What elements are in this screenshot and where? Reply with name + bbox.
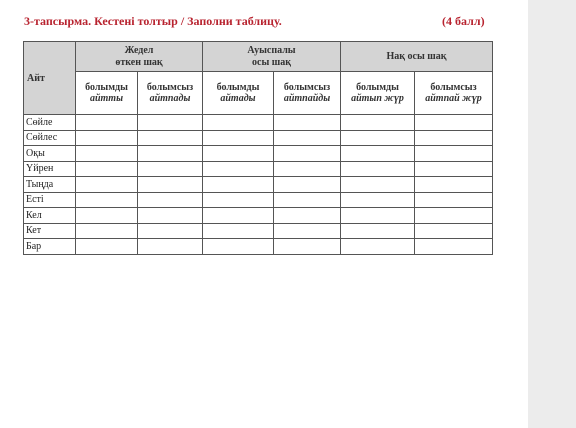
table-row xyxy=(24,161,493,177)
subheader-example: айтты xyxy=(89,93,124,104)
task-points: (4 балл) xyxy=(442,14,485,28)
answer-cell[interactable] xyxy=(341,177,415,193)
answer-cell[interactable] xyxy=(274,146,341,162)
answer-cell[interactable] xyxy=(274,177,341,193)
answer-cell[interactable] xyxy=(138,161,203,177)
answer-cell[interactable] xyxy=(415,177,493,193)
subheader-word: болымсыз xyxy=(146,82,194,93)
right-side-panel xyxy=(528,0,576,428)
table-row xyxy=(24,192,493,208)
answer-cell[interactable] xyxy=(76,115,138,131)
answer-cell[interactable] xyxy=(138,239,203,255)
subheader-row xyxy=(24,72,493,115)
answer-cell[interactable] xyxy=(274,115,341,131)
subheader-word: болымсыз xyxy=(430,82,477,93)
group-header-line2: осы шақ xyxy=(252,56,291,68)
answer-cell[interactable] xyxy=(415,146,493,162)
answer-cell[interactable] xyxy=(341,161,415,177)
answer-cell[interactable] xyxy=(138,130,203,146)
table-row xyxy=(24,239,493,255)
conjugation-table xyxy=(23,41,493,255)
subheader-cell xyxy=(203,72,274,115)
subheader-word: болымды xyxy=(216,82,260,93)
answer-cell[interactable] xyxy=(76,208,138,224)
subheader-cell xyxy=(274,72,341,115)
answer-cell[interactable] xyxy=(203,192,274,208)
answer-cell[interactable] xyxy=(203,161,274,177)
answer-cell[interactable] xyxy=(274,192,341,208)
answer-cell[interactable] xyxy=(203,115,274,131)
answer-cell[interactable] xyxy=(415,161,493,177)
answer-cell[interactable] xyxy=(274,223,341,239)
verb-cell: Кел xyxy=(24,208,76,224)
group-header-present-continuous xyxy=(341,42,493,72)
verb-cell: Тыңда xyxy=(24,177,76,193)
group-header-past xyxy=(76,42,203,72)
answer-cell[interactable] xyxy=(415,130,493,146)
subheader-example: айтпай жүр xyxy=(425,93,482,104)
table-body xyxy=(24,115,493,255)
answer-cell[interactable] xyxy=(76,223,138,239)
answer-cell[interactable] xyxy=(76,192,138,208)
subheader-example: айтады xyxy=(220,93,256,104)
subheader-example: айтпайды xyxy=(283,93,331,104)
answer-cell[interactable] xyxy=(138,146,203,162)
answer-cell[interactable] xyxy=(203,130,274,146)
answer-cell[interactable] xyxy=(341,146,415,162)
answer-cell[interactable] xyxy=(76,239,138,255)
answer-cell[interactable] xyxy=(76,130,138,146)
table-row xyxy=(24,208,493,224)
answer-cell[interactable] xyxy=(341,115,415,131)
subheader-cell xyxy=(415,72,493,115)
answer-cell[interactable] xyxy=(76,146,138,162)
answer-cell[interactable] xyxy=(76,161,138,177)
answer-cell[interactable] xyxy=(415,115,493,131)
subheader-cell xyxy=(341,72,415,115)
verb-cell: Сөйле xyxy=(24,115,76,131)
answer-cell[interactable] xyxy=(138,192,203,208)
subheader-cell xyxy=(76,72,138,115)
group-header-line1: Жедел xyxy=(124,44,154,56)
answer-cell[interactable] xyxy=(341,192,415,208)
answer-cell[interactable] xyxy=(138,223,203,239)
answer-cell[interactable] xyxy=(138,115,203,131)
answer-cell[interactable] xyxy=(274,161,341,177)
answer-cell[interactable] xyxy=(203,208,274,224)
answer-cell[interactable] xyxy=(203,223,274,239)
table-row xyxy=(24,223,493,239)
answer-cell[interactable] xyxy=(415,208,493,224)
answer-cell[interactable] xyxy=(274,208,341,224)
subheader-example: айтпады xyxy=(149,93,191,104)
table-row xyxy=(24,146,493,162)
answer-cell[interactable] xyxy=(341,223,415,239)
answer-cell[interactable] xyxy=(138,177,203,193)
group-header-present-future xyxy=(203,42,341,72)
answer-cell[interactable] xyxy=(341,239,415,255)
answer-cell[interactable] xyxy=(203,177,274,193)
group-header-line1: Ауыспалы xyxy=(247,44,296,56)
verb-cell: Оқы xyxy=(24,146,76,162)
answer-cell[interactable] xyxy=(415,223,493,239)
answer-cell[interactable] xyxy=(341,208,415,224)
answer-cell[interactable] xyxy=(203,239,274,255)
answer-cell[interactable] xyxy=(415,192,493,208)
group-header-line1: Нақ осы шақ xyxy=(386,50,447,62)
answer-cell[interactable] xyxy=(76,177,138,193)
answer-cell[interactable] xyxy=(274,130,341,146)
subheader-example: айтып жүр xyxy=(351,93,404,104)
group-header-row xyxy=(24,42,493,72)
subheader-word: болымды xyxy=(85,82,128,93)
verb-column-header: Айт xyxy=(24,42,76,115)
table-row xyxy=(24,177,493,193)
subheader-word: болымды xyxy=(356,82,399,93)
verb-cell: Сөйлес xyxy=(24,130,76,146)
answer-cell[interactable] xyxy=(341,130,415,146)
task-title: 3-тапсырма. Кестені толтыр / Заполни таблицу. xyxy=(24,14,282,28)
answer-cell[interactable] xyxy=(138,208,203,224)
answer-cell[interactable] xyxy=(274,239,341,255)
answer-cell[interactable] xyxy=(415,239,493,255)
table-row xyxy=(24,115,493,131)
verb-cell: Кет xyxy=(24,223,76,239)
verb-cell: Үйрен xyxy=(24,161,76,177)
verb-cell: Есті xyxy=(24,192,76,208)
group-header-line2: өткен шақ xyxy=(115,56,163,68)
subheader-cell xyxy=(138,72,203,115)
answer-cell[interactable] xyxy=(203,146,274,162)
subheader-word: болымсыз xyxy=(283,82,331,93)
table-row xyxy=(24,130,493,146)
verb-cell: Бар xyxy=(24,239,76,255)
